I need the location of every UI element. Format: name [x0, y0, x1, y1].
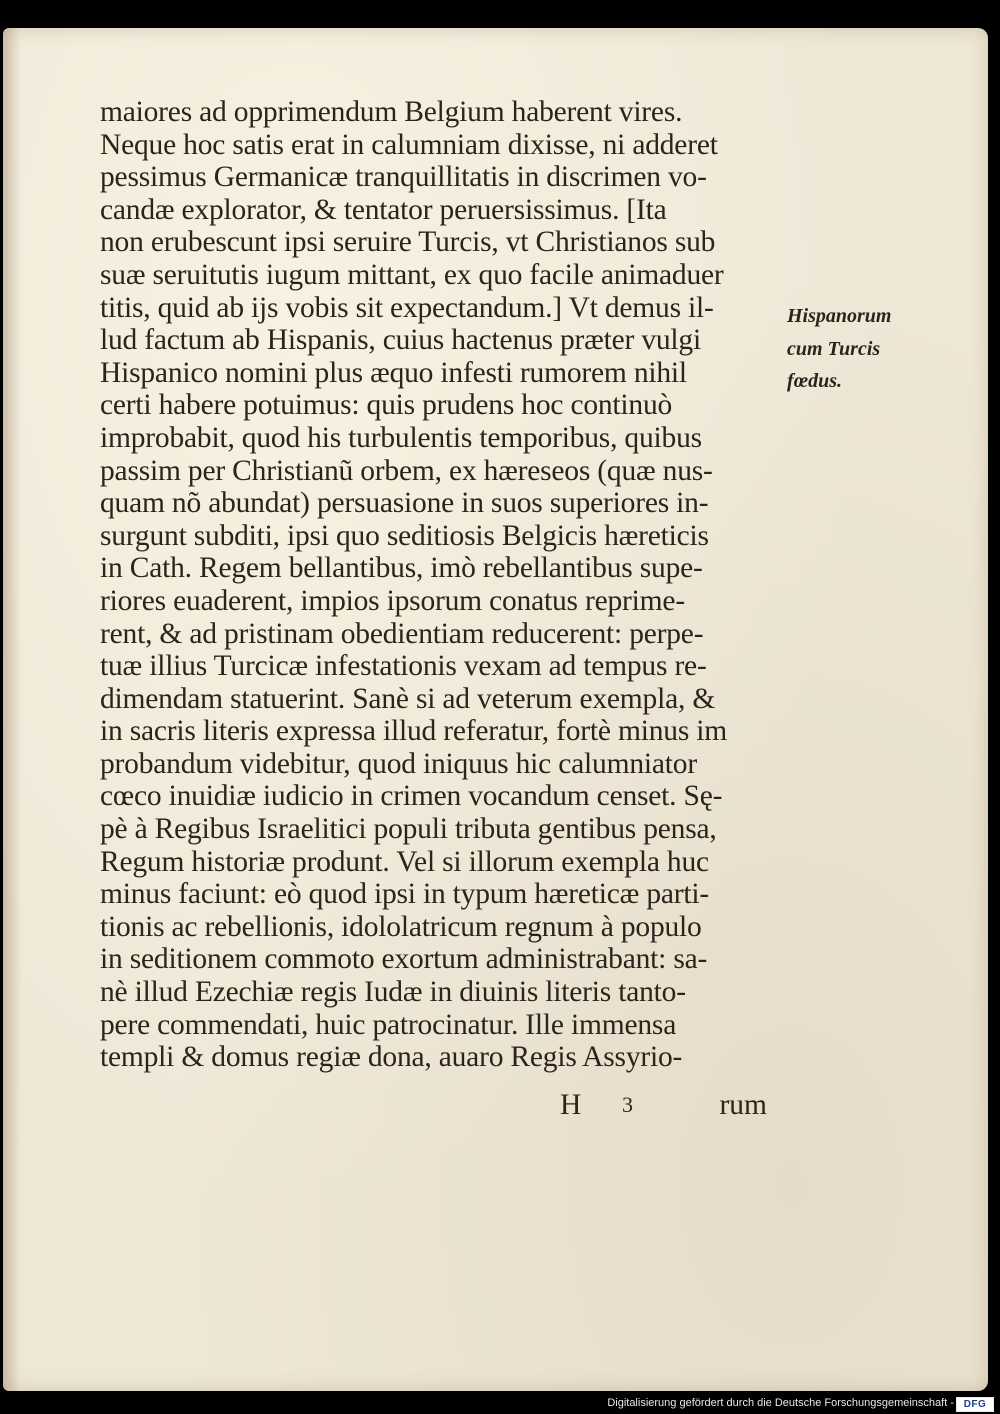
text-line: suæ seruitutis iugum mittant, ex quo facile animaduer [100, 258, 724, 291]
text-line: improbabit, quod his turbulentis temporibus, quibus [100, 421, 702, 454]
text-line: riores euaderent, impios ipsorum conatus reprime- [100, 584, 685, 617]
text-line: maiores ad opprimendum Belgium haberent vires. [100, 96, 683, 128]
catchword: rum [719, 1089, 767, 1121]
dfg-logo: DFG [956, 1397, 994, 1412]
text-line: pere commendati, huic patrocinatur. Ille immensa [100, 1008, 677, 1041]
body-text [100, 96, 780, 1074]
text-line: dimendam statuerint. Sanè si ad veterum exempla, & [100, 682, 716, 715]
text-line: quam nõ abundat) persuasione in suos superiores in- [100, 487, 709, 520]
text-line: titis, quid ab ijs vobis sit expectandum.] Vt demus il- [100, 291, 714, 324]
text-line: in sacris literis expressa illud referatur, fortè minus im [100, 715, 728, 748]
text-line: templi & domus regiæ dona, auaro Regis Assyrio- [100, 1041, 683, 1074]
signature-number: 3 [622, 1092, 633, 1117]
catchline [560, 1088, 775, 1122]
text-line: lud factum ab Hispanis, cuius hactenus præter vulgi [100, 324, 701, 357]
text-line: candæ explorator, & tentator peruersissimus. [Ita [100, 193, 667, 226]
footer-credit: Digitalisierung gefördert durch die Deutsche Forschungsgemeinschaft - [607, 1397, 954, 1409]
text-line: nè illud Ezechiæ regis Iudæ in diuinis literis tanto- [100, 976, 686, 1009]
text-line: pessimus Germanicæ tranquillitatis in discrimen vo- [100, 161, 707, 194]
text-line: cœco inuidiæ iudicio in crimen vocandum censet. Sę- [100, 780, 723, 813]
text-line: passim per Christianũ orbem, ex hæreseos (quæ nus- [100, 454, 713, 487]
text-line: certi habere potuimus: quis prudens hoc continuò [100, 389, 673, 422]
margin-note-line: fœdus. [787, 370, 843, 393]
margin-note-line: cum Turcis [787, 337, 881, 360]
margin-note-line: Hispanorum [787, 305, 892, 327]
text-line: surgunt subditi, ipsi quo seditiosis Belgicis hæreticis [100, 519, 709, 552]
text-line: Hispanico nomini plus æquo infesti rumorem nihil [100, 356, 687, 389]
text-line: minus faciunt: eò quod ipsi in typum hæreticæ parti- [100, 878, 710, 911]
text-line: tuæ illius Turcicæ infestationis vexam ad tempus re- [100, 650, 707, 683]
page-binding-shadow [3, 28, 21, 1391]
text-line: in seditionem commoto exortum administrabant: sa- [100, 943, 708, 976]
text-line: non erubescunt ipsi seruire Turcis, vt Christianos sub [100, 226, 716, 259]
text-line: Neque hoc satis erat in calumniam dixisse, ni adderet [100, 128, 718, 161]
margin-note [787, 300, 902, 398]
signature-mark: H [560, 1089, 582, 1121]
text-line: probandum videbitur, quod iniquus hic calumniator [100, 747, 697, 780]
text-line: tionis ac rebellionis, idololatricum regnum à populo [100, 910, 702, 943]
text-line: rent, & ad pristinam obedientiam reducerent: perpe- [100, 617, 704, 650]
text-line: Regum historiæ produnt. Vel si illorum exempla huc [100, 845, 709, 878]
text-line: in Cath. Regem bellantibus, imò rebellantibus supe- [100, 552, 703, 585]
text-line: pè à Regibus Israelitici populi tributa gentibus pensa, [100, 813, 717, 846]
